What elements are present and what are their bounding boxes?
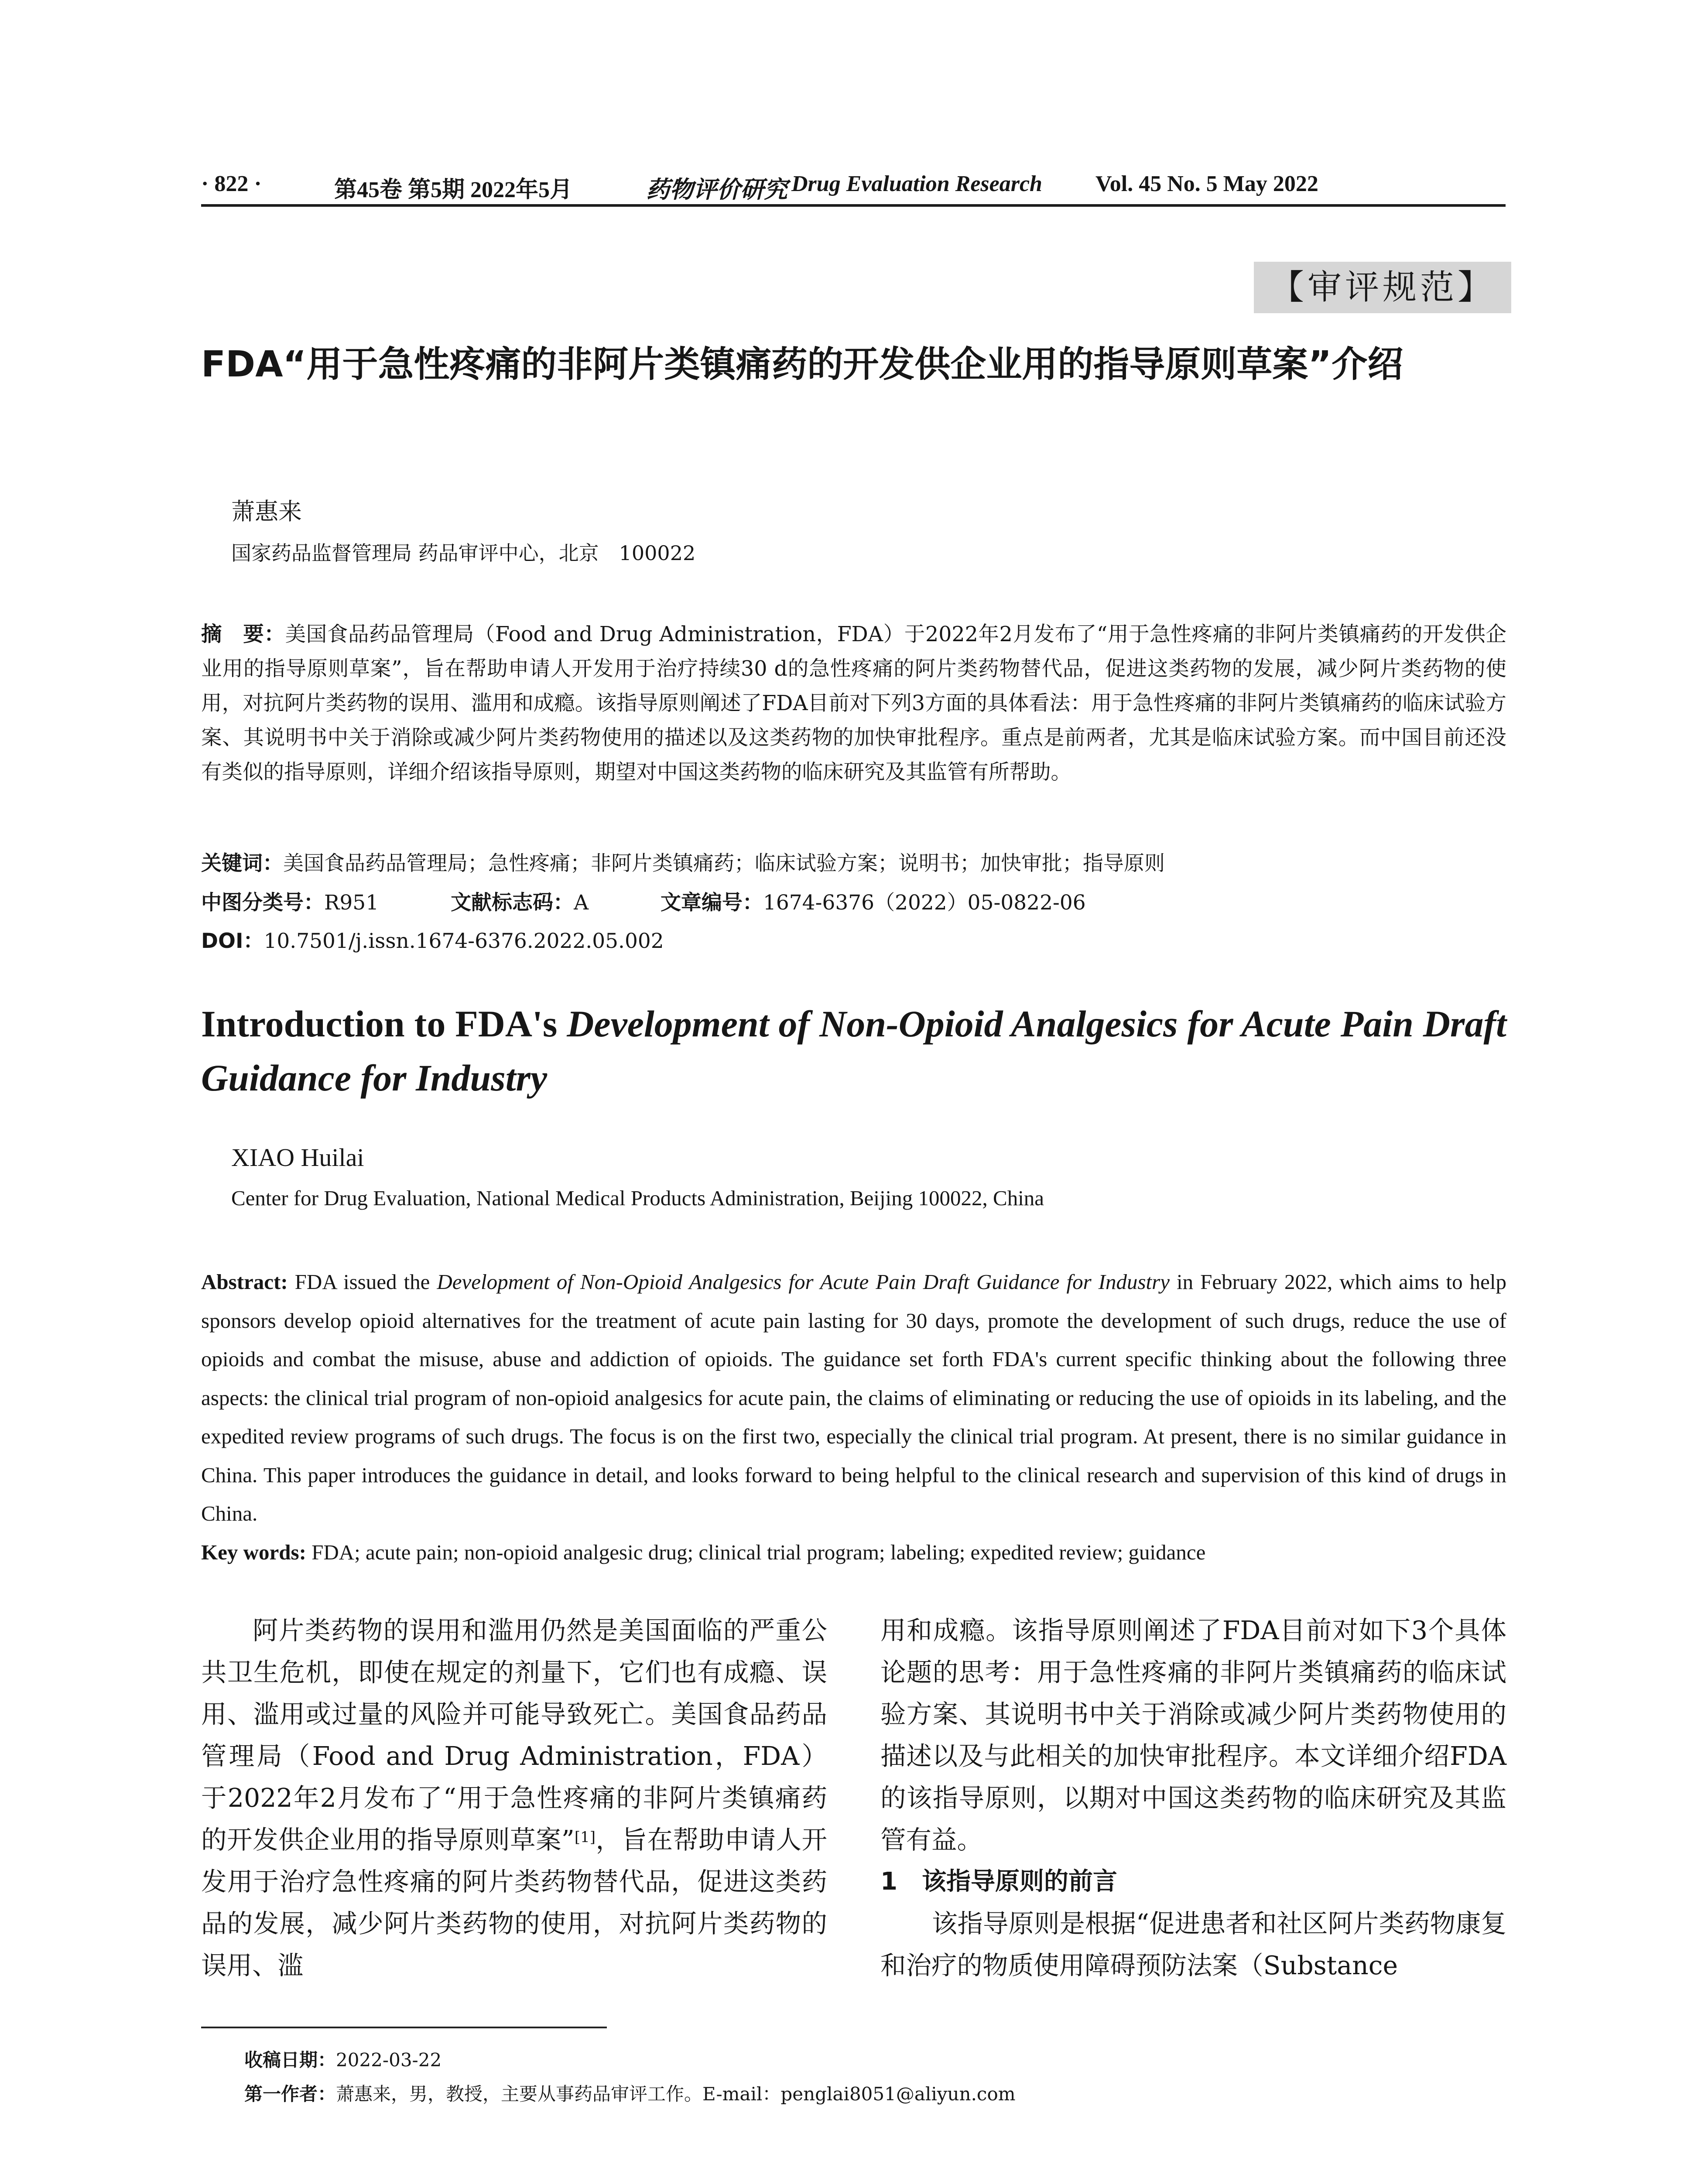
volume-issue-en: Vol. 45 No. 5 May 2022 (1095, 171, 1318, 196)
clc-value: R951 (324, 891, 379, 915)
classification-line (201, 886, 1086, 916)
body-text: 阿片类药物的误用和滥用仍然是美国面临的严重公共卫生危机，即使在规定的剂量下，它们也有成瘾、误用、滥用或过量的风险并可能导致死亡。美国食品药品管理局（Food and Drug Administration，FDA）于2022年2月发布了“用于急性疼痛的非阿片类镇痛药的开发供企业用的指导原则草案” (201, 1616, 827, 1855)
journal-logo-cn: 药物评价研究 (646, 175, 787, 203)
volume-issue-cn: 第45卷 第5期 2022年5月 (334, 178, 573, 202)
received-label: 收稿日期： (244, 2049, 336, 2071)
abstract-en-label: Abstract: (201, 1270, 288, 1294)
doi-label: DOI： (201, 929, 264, 953)
author-en: XIAO Huilai (231, 1143, 364, 1172)
body-paragraph (201, 1610, 827, 1986)
title-en-italic: Development of Non-Opioid Analgesics for Acute Pain Draft Guidance for Industry (201, 1003, 1506, 1099)
keywords-cn (201, 847, 1165, 876)
clc-label: 中图分类号： (201, 891, 324, 915)
received-date: 2022-03-22 (336, 2049, 442, 2071)
first-author-label: 第一作者： (244, 2083, 336, 2105)
footnote-received (244, 2046, 442, 2072)
body-column-right (880, 1610, 1506, 1986)
keywords-en-text: FDA; acute pain; non-opioid analgesic drug; clinical trial program; labeling; expedited review; guidance (306, 1540, 1206, 1564)
body-text: ，旨在帮助申请人开发用于治疗急性疼痛的阿片类药物替代品，促进这类药品的发展，减少阿片类药物的使用，对抗阿片类药物的误用、滥 (201, 1825, 827, 1980)
doc-code-label: 文献标志码： (451, 891, 574, 915)
article-title-cn: FDA“用于急性疼痛的非阿片类镇痛药的开发供企业用的指导原则草案”介绍 (201, 344, 1403, 385)
keywords-cn-text: 美国食品药品管理局；急性疼痛；非阿片类镇痛药；临床试验方案；说明书；加快审批；指导原则 (283, 851, 1165, 875)
body-column-left (201, 1610, 827, 1986)
keywords-en-label: Key words: (201, 1540, 306, 1564)
affiliation-cn: 国家药品监督管理局 药品审评中心，北京 100022 (231, 541, 696, 565)
keywords-cn-label: 关键词： (201, 851, 283, 875)
abstract-en-text-1: FDA issued the (288, 1270, 437, 1294)
abstract-en-italic: Development of Non-Opioid Analgesics for Acute Pain Draft Guidance for Industry (437, 1270, 1170, 1294)
abstract-en (201, 1263, 1506, 1572)
abstract-cn-text: 美国食品药品管理局（Food and Drug Administration，FDA）于2022年2月发布了“用于急性疼痛的非阿片类镇痛药的开发供企业用的指导原则草案”，旨在帮助申请人开发用于治疗持续30 d的急性疼痛的阿片类药物替代品，促进这类药物的发展，减少阿片类药物的使用，对抗阿片类药物的误用、滥用和成瘾。该指导原则阐述了FDA目前对下列3方面的具体看法：用于急性疼痛的非阿片类镇痛药的临床试验方案、其说明书中关于消除或减少阿片类药物使用的描述以及这类药物的加快审批程序。重点是前两者，尤其是临床试验方案。而中国目前还没有类似的指导原则，详细介绍该指导原则，期望对中国这类药物的临床研究及其监管有所帮助。 (201, 622, 1506, 784)
article-title-en (201, 997, 1506, 1105)
abstract-en-text-2: in February 2022, which aims to help sponsors develop opioid alternatives for the treatment of acute pain lasting for 30 days, promote the development of such drugs, reduce the use of opioids and combat the misuse, abuse and addiction of opioids. The guidance set forth FDA's current specific thinking about the following three aspects: the clinical trial program of non-opioid analgesics for acute pain, the claims of eliminating or reducing the use of opioids in its labeling, and the expedited review programs of such drugs. The focus is on the first two, especially the clinical trial program. At present, there is no similar guidance in China. This paper introduces the guidance in detail, and looks forward to being helpful to the clinical research and supervision of this kind of drugs in China. (201, 1270, 1506, 1525)
journal-name-en: Drug Evaluation Research (791, 171, 1042, 196)
article-no-label: 文章编号： (660, 891, 763, 915)
title-en-prefix: Introduction to FDA's (201, 1003, 567, 1045)
body-paragraph: 用和成瘾。该指导原则阐述了FDA目前对如下3个具体论题的思考：用于急性疼痛的非阿片类镇痛药的临床试验方案、其说明书中关于消除或减少阿片类药物使用的描述以及与此相关的加快审批程序。本文详细介绍FDA的该指导原则，以期对中国这类药物的临床研究及其监管有益。 (880, 1616, 1506, 1855)
abstract-cn (201, 617, 1506, 790)
page-number: · 822 · (201, 171, 262, 196)
header-rule (201, 204, 1506, 207)
body-paragraph: 该指导原则是根据“促进患者和社区阿片类药物康复和治疗的物质使用障碍预防法案（Substance (880, 1909, 1506, 1980)
footnote-rule (201, 2027, 607, 2028)
first-author-info: 萧惠来，男，教授，主要从事药品审评工作。E-mail：penglai8051@aliyun.com (336, 2083, 1016, 2105)
doi-value[interactable]: 10.7501/j.issn.1674-6376.2022.05.002 (264, 929, 664, 953)
column-tag: 【审评规范】 (1254, 262, 1511, 313)
article-no-value: 1674-6376（2022）05-0822-06 (763, 891, 1086, 915)
affiliation-en: Center for Drug Evaluation, National Medical Products Administration, Beijing 100022, China (231, 1186, 1044, 1210)
footnote-first-author (244, 2080, 1016, 2106)
doi-line (201, 925, 664, 954)
running-header (201, 166, 1510, 201)
abstract-cn-label: 摘 要： (201, 622, 285, 646)
section-heading: 1 该指导原则的前言 (880, 1867, 1117, 1896)
doc-code-value: A (574, 891, 589, 915)
author-cn: 萧惠来 (231, 498, 302, 525)
reference-mark[interactable]: [1] (574, 1829, 596, 1846)
